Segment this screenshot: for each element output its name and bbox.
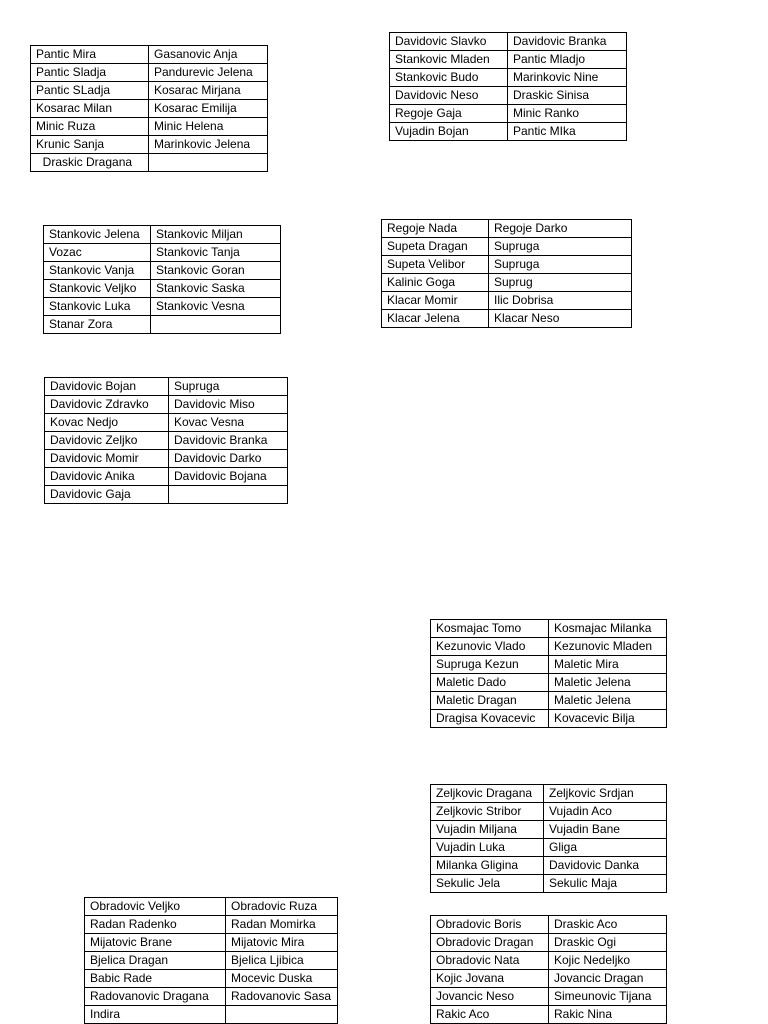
table-row [431,916,667,934]
table-cell: Stankovic Vanja [44,262,151,280]
table-row [31,136,268,154]
table-cell: Kosarac Mirjana [149,82,268,100]
table-row [382,220,632,238]
table-cell: Vozac [44,244,151,262]
table-cell: Pantic Mladjo [508,51,627,69]
table-cell: Vujadin Bane [544,821,667,839]
table-cell: Pandurevic Jelena [149,64,268,82]
table-row [45,450,288,468]
table-row [382,256,632,274]
table-cell: Rakic Aco [431,1006,549,1024]
table-cell: Davidovic Danka [544,857,667,875]
table-cell: Obradovic Boris [431,916,549,934]
table-row [45,396,288,414]
table-cell: Vujadin Luka [431,839,544,857]
table-cell: Stankovic Saska [151,280,281,298]
table-cell: Mijatovic Mira [226,934,338,952]
table-cell: Maletic Mira [549,656,667,674]
table-row [85,916,338,934]
table-row [390,51,627,69]
seating-table-9 [430,915,667,1024]
table-cell: Maletic Jelena [549,674,667,692]
table-cell: Mocevic Duska [226,970,338,988]
table-cell: Simeunovic Tijana [549,988,667,1006]
table-cell: Davidovic Gaja [45,486,169,504]
table-cell: Sekulic Jela [431,875,544,893]
table-row [431,656,667,674]
table-row [31,118,268,136]
seating-table-8 [84,897,338,1024]
table-cell: Supeta Velibor [382,256,489,274]
table-cell: Regoje Darko [489,220,632,238]
table-row [45,468,288,486]
seating-table-7 [430,784,667,893]
table-cell: Rakic Nina [549,1006,667,1024]
table-cell: Ilic Dobrisa [489,292,632,310]
table-cell: Maletic Dado [431,674,549,692]
table-row [390,69,627,87]
table-cell: Pantic MIka [508,123,627,141]
table-row [431,988,667,1006]
table-cell: Obradovic Veljko [85,898,226,916]
seating-table-2 [389,32,627,141]
table-row [85,988,338,1006]
table-cell: Stankovic Mladen [390,51,508,69]
table-cell: Stankovic Budo [390,69,508,87]
table-cell: Gliga [544,839,667,857]
table-row [382,292,632,310]
table-cell: Klacar Momir [382,292,489,310]
table-cell: Pantic Sladja [31,64,149,82]
table-cell: Supruga [489,238,632,256]
table-cell: Klacar Jelena [382,310,489,328]
table-row [431,710,667,728]
table-cell: Vujadin Aco [544,803,667,821]
table-cell: Regoje Nada [382,220,489,238]
table-cell: Stankovic Luka [44,298,151,316]
table-cell: Klacar Neso [489,310,632,328]
table-cell: Indira [85,1006,226,1024]
table-cell: Minic Ranko [508,105,627,123]
table-cell: Supruga Kezun [431,656,549,674]
table-cell: Draskic Aco [549,916,667,934]
table-cell: Stankovic Tanja [151,244,281,262]
table-cell: Krunic Sanja [31,136,149,154]
table-row [431,934,667,952]
table-row [382,274,632,292]
table-cell: Minic Ruza [31,118,149,136]
table-row [44,280,281,298]
table-cell: Davidovic Bojana [169,468,288,486]
table-cell: Pantic SLadja [31,82,149,100]
table-row [431,785,667,803]
table-cell: Stankovic Vesna [151,298,281,316]
table-row [31,46,268,64]
seating-table-5 [44,377,288,504]
table-cell: Davidovic Branka [169,432,288,450]
table-row [44,316,281,334]
table-cell: Radovanovic Sasa [226,988,338,1006]
table-row [431,952,667,970]
table-row [85,952,338,970]
table-cell: Kosarac Emilija [149,100,268,118]
table-cell: Zeljkovic Srdjan [544,785,667,803]
table-cell: Zeljkovic Dragana [431,785,544,803]
table-cell: Kovac Vesna [169,414,288,432]
seating-table-1 [30,45,268,172]
table-cell: Draskic Dragana [31,154,149,172]
table-cell: Radan Momirka [226,916,338,934]
table-cell: Jovancic Neso [431,988,549,1006]
table-cell: Dragisa Kovacevic [431,710,549,728]
table-cell: Zeljkovic Stribor [431,803,544,821]
table-row [431,674,667,692]
table-cell: Vujadin Bojan [390,123,508,141]
table-cell: Radan Radenko [85,916,226,934]
table-cell: Bjelica Ljibica [226,952,338,970]
table-cell: Kosarac Milan [31,100,149,118]
table-cell: Kojic Jovana [431,970,549,988]
table-row [31,154,268,172]
table-cell [151,316,281,334]
table-cell: Vujadin Miljana [431,821,544,839]
table-cell: Kalinic Goga [382,274,489,292]
table-cell: Minic Helena [149,118,268,136]
table-cell: Supeta Dragan [382,238,489,256]
table-cell: Kosmajac Milanka [549,620,667,638]
table-row [85,898,338,916]
table-cell: Kosmajac Tomo [431,620,549,638]
table-cell: Kojic Nedeljko [549,952,667,970]
table-cell: Radovanovic Dragana [85,988,226,1006]
table-cell: Jovancic Dragan [549,970,667,988]
table-row [431,692,667,710]
table-cell: Kovac Nedjo [45,414,169,432]
seating-table-6 [430,619,667,728]
table-cell [149,154,268,172]
table-cell: Gasanovic Anja [149,46,268,64]
table-row [44,298,281,316]
table-cell: Bjelica Dragan [85,952,226,970]
table-cell: Davidovic Zdravko [45,396,169,414]
table-cell: Marinkovic Nine [508,69,627,87]
table-cell: Babic Rade [85,970,226,988]
table-row [85,934,338,952]
table-cell: Davidovic Darko [169,450,288,468]
table-row [44,226,281,244]
table-row [431,857,667,875]
table-cell: Davidovic Slavko [390,33,508,51]
table-cell: Davidovic Anika [45,468,169,486]
table-row [31,82,268,100]
table-row [431,638,667,656]
table-row [382,238,632,256]
table-row [431,821,667,839]
table-row [85,970,338,988]
table-cell: Obradovic Ruza [226,898,338,916]
table-cell: Draskic Ogi [549,934,667,952]
table-cell: Obradovic Dragan [431,934,549,952]
table-row [390,33,627,51]
table-cell: Marinkovic Jelena [149,136,268,154]
table-cell: Davidovic Bojan [45,378,169,396]
table-row [390,123,627,141]
table-cell: Davidovic Branka [508,33,627,51]
table-cell [226,1006,338,1024]
table-cell: Davidovic Neso [390,87,508,105]
table-row [431,1006,667,1024]
table-cell: Pantic Mira [31,46,149,64]
table-row [431,875,667,893]
table-cell: Davidovic Momir [45,450,169,468]
table-cell: Kezunovic Mladen [549,638,667,656]
table-row [31,100,268,118]
table-row [45,486,288,504]
table-cell [169,486,288,504]
table-cell: Regoje Gaja [390,105,508,123]
table-cell: Supruga [489,256,632,274]
table-cell: Stanar Zora [44,316,151,334]
table-cell: Stankovic Goran [151,262,281,280]
table-row [431,803,667,821]
seating-table-4 [381,219,632,328]
table-row [44,244,281,262]
table-row [431,839,667,857]
table-row [45,378,288,396]
table-cell: Kezunovic Vlado [431,638,549,656]
table-cell: Davidovic Zeljko [45,432,169,450]
table-row [31,64,268,82]
seating-table-3 [43,225,281,334]
table-row [85,1006,338,1024]
table-cell: Milanka Gligina [431,857,544,875]
table-cell: Obradovic Nata [431,952,549,970]
table-cell: Stankovic Jelena [44,226,151,244]
table-row [45,432,288,450]
table-row [390,87,627,105]
table-row [45,414,288,432]
table-cell: Stankovic Veljko [44,280,151,298]
table-cell: Kovacevic Bilja [549,710,667,728]
table-row [44,262,281,280]
table-cell: Mijatovic Brane [85,934,226,952]
table-row [390,105,627,123]
table-cell: Draskic Sinisa [508,87,627,105]
table-row [431,970,667,988]
table-cell: Sekulic Maja [544,875,667,893]
table-cell: Davidovic Miso [169,396,288,414]
table-cell: Maletic Dragan [431,692,549,710]
table-cell: Maletic Jelena [549,692,667,710]
table-cell: Supruga [169,378,288,396]
table-row [382,310,632,328]
table-cell: Suprug [489,274,632,292]
table-row [431,620,667,638]
table-cell: Stankovic Miljan [151,226,281,244]
